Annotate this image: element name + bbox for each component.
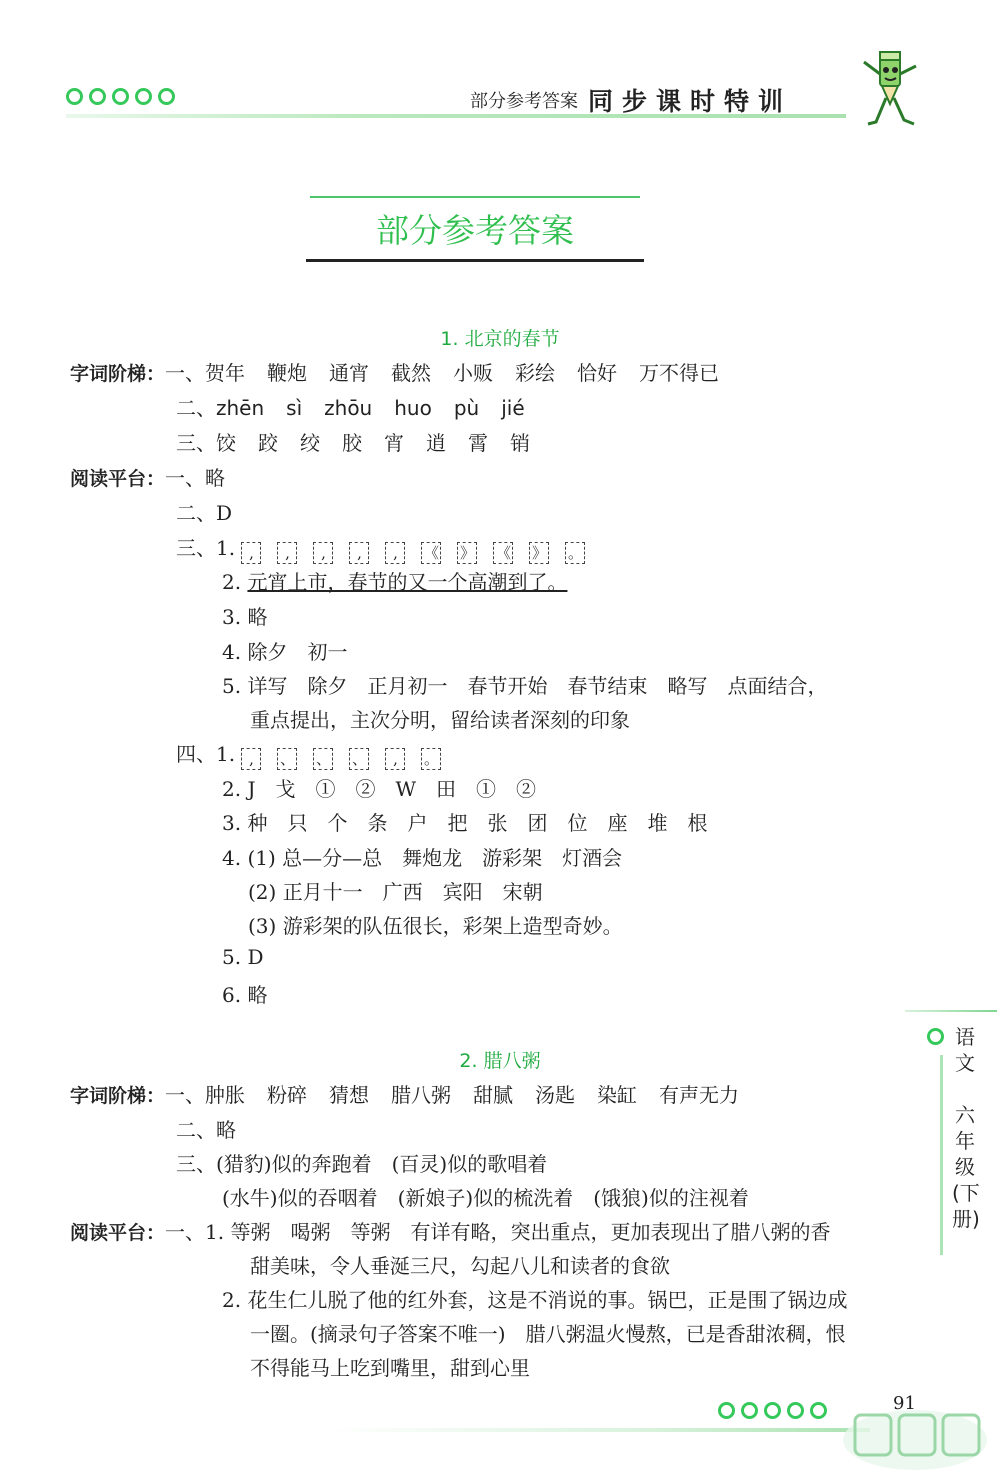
sec2-ciyu-row-3a: 三、(猎豹)似的奔跑着 (百灵)似的歌唱着 <box>176 1152 548 1176</box>
sec1-answer-3-5b: 重点提出，主次分明，留给读者深刻的印象 <box>250 708 630 732</box>
sec1-ciyu-row-1 <box>70 357 719 386</box>
sec1-answer-4-4c: (3) 游彩架的队伍很长，彩架上造型奇妙。 <box>248 914 623 938</box>
answer-char: 胶 <box>342 431 362 455</box>
punctuation-box: , <box>241 542 261 564</box>
circle-icon <box>927 1028 944 1045</box>
answer-word: 截然 <box>391 361 432 385</box>
answer-word: 万不得已 <box>639 361 720 385</box>
answer-char: 逍 <box>426 431 446 455</box>
sec1-ciyu-row-3 <box>176 427 530 456</box>
section-2-title: 2. 腊八粥 <box>459 1050 541 1072</box>
pinyin: pù <box>453 396 480 420</box>
sec1-answer-3-2 <box>222 566 567 595</box>
title-rule-bottom <box>306 259 644 262</box>
pinyin: sì <box>286 396 303 420</box>
punctuation-box: 、 <box>313 748 333 770</box>
answer-word: 粉碎 <box>267 1083 308 1107</box>
circle-icon <box>66 88 83 105</box>
sec2-ciyu-row-1 <box>70 1079 739 1108</box>
circle-icon <box>764 1402 781 1419</box>
answer-word: 汤匙 <box>535 1083 576 1107</box>
answer-char: 跤 <box>258 431 278 455</box>
answer-word: 贺年 <box>205 361 246 385</box>
sec2-yuedu-row-1a <box>70 1216 830 1245</box>
header-title: 同步课时特训 <box>588 87 793 116</box>
circle-icon <box>135 88 152 105</box>
sec1-answer-4-5: 5. D <box>222 945 264 969</box>
pinyin: huo <box>394 396 432 420</box>
answer-word: 通宵 <box>329 361 370 385</box>
answer-word: 鞭炮 <box>267 361 308 385</box>
answer-word: 甜腻 <box>473 1083 514 1107</box>
punctuation-box: 》 <box>457 542 477 564</box>
section-1-title: 1. 北京的春节 <box>440 328 560 350</box>
sec1-answer-3-3: 3. 略 <box>222 605 268 629</box>
answer-char: 宵 <box>384 431 404 455</box>
header-subtitle: 部分参考答案 <box>470 91 578 112</box>
answer-word: 恰好 <box>577 361 618 385</box>
sec1-answer-4-4b: (2) 正月十一 广西 宾阳 宋朝 <box>248 880 543 904</box>
sec2-yuedu-row-2a: 2. 花生仁儿脱了他的红外套，这是不消说的事。锅巴，正是围了锅边成 <box>222 1288 848 1312</box>
item-number: 三、1. <box>176 536 236 560</box>
punctuation-box: , <box>313 542 333 564</box>
punctuation-box: 。 <box>565 542 585 564</box>
side-grade: 六年级 <box>955 1103 975 1179</box>
answer-text: 一、1. 等粥 喝粥 等粥 有详有略，突出重点，更加表现出了腊八粥的香 <box>165 1220 831 1244</box>
answer-word: 彩绘 <box>515 361 556 385</box>
page-title: 部分参考答案 <box>376 211 574 250</box>
circle-icon <box>810 1402 827 1419</box>
answer-char: 霄 <box>468 431 488 455</box>
punctuation-box: , <box>349 542 369 564</box>
punctuation-box: 。 <box>421 748 441 770</box>
sec1-answer-4-6: 6. 略 <box>222 983 268 1007</box>
item-number: 2. <box>222 570 242 594</box>
underlined-sentence: 元宵上市，春节的又一个高潮到了。 <box>247 570 568 594</box>
sec1-ciyu-label: 字词阶梯： <box>70 363 166 385</box>
punctuation-box: 》 <box>529 542 549 564</box>
punctuation-box: 、 <box>277 748 297 770</box>
sec1-answer-3-4: 4. 除夕 初一 <box>222 640 348 664</box>
answer-text: 一、略 <box>165 466 226 490</box>
footer-rule <box>330 1428 870 1432</box>
answer-word: 腊八粥 <box>391 1083 452 1107</box>
sec1-answer-4-4a: 4. (1) 总—分—总 舞炮龙 游彩架 灯酒会 <box>222 846 623 870</box>
side-vertical-rule <box>940 1055 943 1255</box>
sec1-yuedu-label: 阅读平台： <box>70 468 166 490</box>
page-number: 91 <box>893 1393 916 1414</box>
punctuation-box: , <box>241 748 261 770</box>
side-tab <box>952 1024 978 1232</box>
item-number: 一、 <box>165 361 206 385</box>
sec2-ciyu-label: 字词阶梯： <box>70 1085 166 1107</box>
title-rule-top <box>310 196 640 198</box>
side-volume: (下册) <box>952 1181 980 1231</box>
side-subject: 语文 <box>955 1025 975 1075</box>
answer-word: 有声无力 <box>659 1083 740 1107</box>
sec1-ciyu-row-2 <box>176 392 525 421</box>
answer-char: 绞 <box>300 431 320 455</box>
sec1-answer-3-5a: 5. 详写 除夕 正月初一 春节开始 春节结束 略写 点面结合， <box>222 674 828 698</box>
answer-word: 肿胀 <box>205 1083 246 1107</box>
circle-icon <box>89 88 106 105</box>
pinyin: jié <box>501 396 525 420</box>
item-number: 三、 <box>176 431 216 455</box>
answer-word: 小贩 <box>453 361 494 385</box>
punctuation-box: 、 <box>349 748 369 770</box>
item-number: 四、1. <box>176 742 236 766</box>
punctuation-box: 《 <box>493 542 513 564</box>
circle-icon <box>787 1402 804 1419</box>
sec1-punct-row-2 <box>176 738 457 767</box>
answer-word: 染缸 <box>597 1083 638 1107</box>
side-rule <box>905 1010 997 1012</box>
header-decoration-circles <box>66 88 175 105</box>
pinyin: zhōu <box>324 396 373 420</box>
circle-icon <box>718 1402 735 1419</box>
sec2-yuedu-label: 阅读平台： <box>70 1222 166 1244</box>
sec1-yuedu-row-2: 二、D <box>176 501 233 525</box>
circle-icon <box>158 88 175 105</box>
sec2-ciyu-row-3b: (水牛)似的吞咽着 (新娘子)似的梳洗着 (饿狼)似的注视着 <box>222 1186 749 1210</box>
sec2-yuedu-row-1b: 甜美味，令人垂涎三尺，勾起八儿和读者的食欲 <box>250 1254 670 1278</box>
sec2-yuedu-row-2c: 不得能马上吃到嘴里，甜到心里 <box>250 1356 530 1380</box>
item-number: 二、 <box>176 396 216 420</box>
item-number: 一、 <box>165 1083 206 1107</box>
pencil-mascot-icon <box>858 48 924 132</box>
answer-word: 猜想 <box>329 1083 370 1107</box>
circle-icon <box>741 1402 758 1419</box>
punctuation-box: , <box>277 542 297 564</box>
circle-icon <box>112 88 129 105</box>
footer-decoration-circles <box>718 1402 827 1419</box>
sec2-ciyu-row-2: 二、略 <box>176 1118 236 1142</box>
punctuation-box: 《 <box>421 542 441 564</box>
sec1-answer-4-2: 2. J 戈 ① ② W 田 ① ② <box>222 777 537 801</box>
sec1-punct-row <box>176 532 601 561</box>
answer-char: 销 <box>510 431 530 455</box>
sec1-yuedu-row-1 <box>70 462 225 491</box>
punctuation-box: , <box>385 748 405 770</box>
punctuation-box: , <box>385 542 405 564</box>
sec1-answer-4-3: 3. 种 只 个 条 户 把 张 团 位 座 堆 根 <box>222 811 708 835</box>
pinyin: zhēn <box>216 396 265 420</box>
answer-char: 饺 <box>216 431 236 455</box>
sec2-yuedu-row-2b: 一圈。(摘录句子答案不唯一) 腊八粥温火慢熬，已是香甜浓稠，恨 <box>250 1322 846 1346</box>
